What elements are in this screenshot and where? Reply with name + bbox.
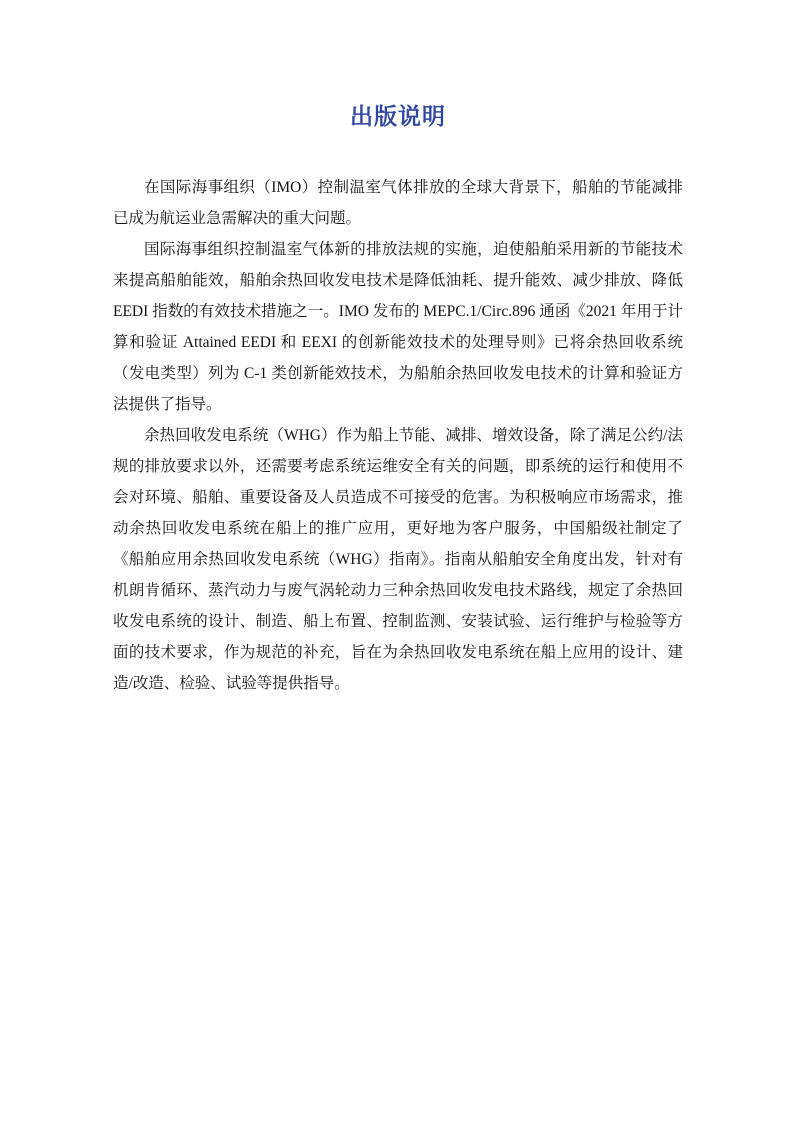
page-title: 出版说明 [350, 103, 446, 129]
paragraph: 国际海事组织控制温室气体新的排放法规的实施，迫使船舶采用新的节能技术来提高船舶能效，船舶余热回收发电技术是降低油耗、提升能效、减少排放、降低 EEDI 指数的有效技术措施之一。IMO 发布的 MEPC.1/Circ.896 通函《2021 年用于计算和验证 Attained EEDI 和 EEXI 的创新能效技术的处理导则》已将余热回收系统（发电类型）列为 C-1 类创新能效技术，为船舶余热回收发电技术的计算和验证方法提供了指导。 [113, 241, 683, 413]
document-body [113, 172, 683, 699]
paragraph: 在国际海事组织（IMO）控制温室气体排放的全球大背景下，船舶的节能减排已成为航运业急需解决的重大问题。 [113, 179, 683, 227]
paragraph: 余热回收发电系统（WHG）作为船上节能、减排、增效设备，除了满足公约/法规的排放要求以外，还需要考虑系统运维安全有关的问题，即系统的运行和使用不会对环境、船舶、重要设备及人员造成不可接受的危害。为积极响应市场需求，推动余热回收发电系统在船上的推广应用，更好地为客户服务，中国船级社制定了《船舶应用余热回收发电系统（WHG）指南》。指南从船舶安全角度出发，针对有机朗肯循环、蒸汽动力与废气涡轮动力三种余热回收发电技术路线，规定了余热回收发电系统的设计、制造、船上布置、控制监测、安装试验、运行维护与检验等方面的技术要求，作为规范的补充，旨在为余热回收发电系统在船上应用的设计、建造/改造、检验、试验等提供指导。 [113, 427, 683, 692]
